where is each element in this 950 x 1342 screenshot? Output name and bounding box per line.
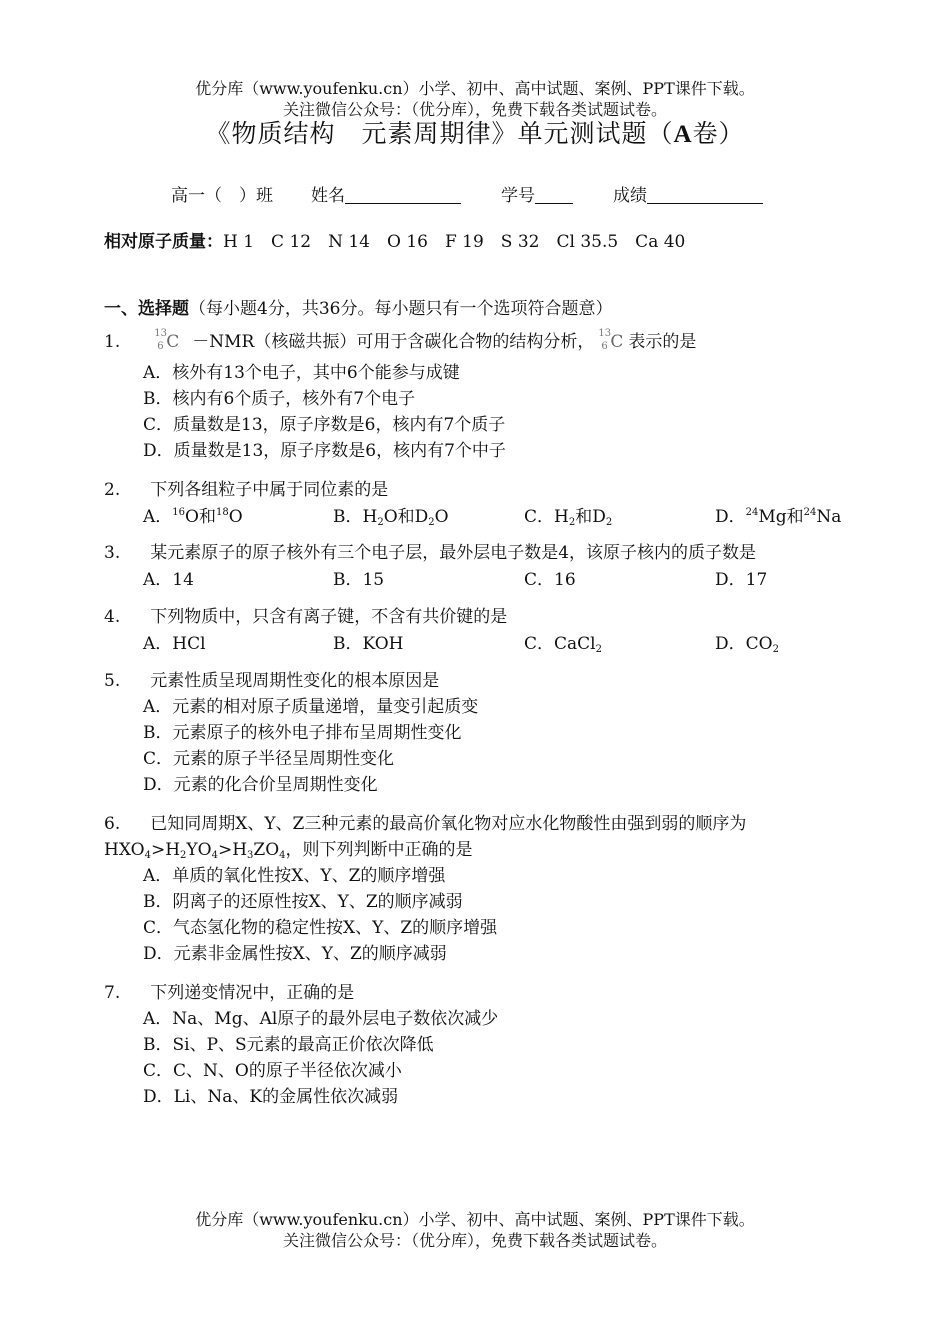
question-6-text-tail: ，则下列判断中正确的是 bbox=[285, 840, 473, 860]
question-1-option-c[interactable]: C．质量数是13，原子序数是6，核内有7个质子 bbox=[143, 415, 506, 435]
atomic-number: 6 bbox=[601, 341, 608, 352]
question-5-text: 元素性质呈现周期性变化的根本原因是 bbox=[150, 671, 440, 691]
question-7-number: 7. bbox=[104, 983, 121, 1003]
formula-part: HXO bbox=[104, 840, 145, 860]
header-line-2: 关注微信公众号：（优分库），免费下载各类试题试卷。 bbox=[282, 100, 667, 119]
question-1-text-b: 表示的是 bbox=[628, 332, 697, 352]
question-1-option-a[interactable]: A．核外有13个电子，其中6个能参与成键 bbox=[143, 363, 460, 383]
conjunction: 和 bbox=[786, 507, 804, 527]
question-4-option-c[interactable] bbox=[524, 632, 602, 656]
section-1-note: （每小题4分，共36分。每小题只有一个选项符合题意） bbox=[189, 299, 613, 319]
mass-number: 18 bbox=[215, 507, 229, 518]
question-4-option-d[interactable] bbox=[715, 632, 779, 656]
title-bold: A bbox=[673, 121, 693, 148]
question-1-number: 1. bbox=[104, 332, 121, 352]
subscript: 4 bbox=[144, 850, 151, 861]
atomic-mass-values: H 1 C 12 N 14 O 16 F 19 S 32 Cl 35.5 Ca 40 bbox=[223, 232, 686, 252]
element: O bbox=[434, 507, 449, 527]
question-3-option-b[interactable]: B．15 bbox=[333, 570, 385, 590]
carbon-13-nuclide bbox=[150, 330, 180, 354]
question-1-option-b[interactable]: B．核内有6个质子，核外有7个电子 bbox=[143, 389, 416, 409]
subscript: 3 bbox=[247, 850, 254, 861]
option-text: D．CO bbox=[715, 634, 773, 654]
option-label: B． bbox=[333, 507, 363, 527]
question-4-option-b[interactable]: B．KOH bbox=[333, 634, 404, 654]
formula-part: >H bbox=[150, 840, 181, 860]
question-2-number: 2. bbox=[104, 480, 121, 500]
question-3-option-a[interactable]: A．14 bbox=[143, 570, 194, 590]
question-4-option-a[interactable]: A．HCl bbox=[143, 634, 206, 654]
question-6-option-b[interactable]: B．阴离子的还原性按X、Y、Z的顺序减弱 bbox=[143, 892, 463, 912]
question-1-stem bbox=[104, 330, 696, 354]
subscript: 2 bbox=[595, 644, 602, 655]
element: Na bbox=[816, 507, 842, 527]
question-5-number: 5. bbox=[104, 671, 121, 691]
element: H bbox=[362, 507, 378, 527]
element: H bbox=[554, 507, 569, 527]
question-3-text: 某元素原子的原子核外有三个电子层，最外层电子数是4，该原子核内的质子数是 bbox=[150, 543, 757, 563]
element: D bbox=[592, 507, 606, 527]
question-7-text: 下列递变情况中，正确的是 bbox=[150, 983, 355, 1003]
question-3-stem bbox=[104, 541, 756, 565]
question-7-stem bbox=[104, 981, 354, 1005]
question-5-stem bbox=[104, 669, 439, 693]
element: D bbox=[414, 507, 429, 527]
subscript: 2 bbox=[428, 517, 435, 528]
question-5-option-b[interactable]: B．元素原子的核外电子排布呈周期性变化 bbox=[143, 723, 462, 743]
question-7-option-a[interactable]: A．Na、Mg、Al原子的最外层电子数依次减少 bbox=[143, 1009, 499, 1029]
question-6-option-c[interactable]: C．气态氢化物的稳定性按X、Y、Z的顺序增强 bbox=[143, 918, 498, 938]
question-4-number: 4. bbox=[104, 607, 121, 627]
subscript: 2 bbox=[377, 517, 384, 528]
id-blank[interactable] bbox=[535, 185, 573, 204]
section-1-title: 一、选择题 bbox=[104, 299, 189, 319]
question-3-option-c[interactable]: C．16 bbox=[524, 570, 576, 590]
question-4-stem bbox=[104, 605, 507, 629]
formula-part: >H bbox=[217, 840, 248, 860]
question-6-number: 6. bbox=[104, 814, 121, 834]
carbon-13-nuclide bbox=[594, 330, 624, 354]
conjunction: 和 bbox=[198, 507, 216, 527]
question-5-option-a[interactable]: A．元素的相对原子质量递增，量变引起质变 bbox=[143, 697, 479, 717]
title-suffix: 卷） bbox=[692, 119, 745, 148]
question-6-stem-continued bbox=[104, 838, 473, 862]
option-label: A． bbox=[143, 507, 173, 527]
option-label: D． bbox=[715, 507, 746, 527]
question-6-option-a[interactable]: A．单质的氧化性按X、Y、Z的顺序增强 bbox=[143, 866, 446, 886]
element-symbol: C bbox=[166, 332, 180, 352]
question-7-option-d[interactable]: D．Li、Na、K的金属性依次减弱 bbox=[143, 1087, 399, 1107]
page-title bbox=[0, 118, 950, 151]
question-6-option-d[interactable]: D．元素非金属性按X、Y、Z的顺序减弱 bbox=[143, 944, 447, 964]
question-4-text: 下列物质中，只含有离子键，不含有共价键的是 bbox=[150, 607, 508, 627]
class-label: 高一（ ）班 bbox=[171, 186, 273, 206]
question-2-stem bbox=[104, 478, 388, 502]
score-blank[interactable] bbox=[647, 185, 763, 204]
conjunction: 和 bbox=[575, 507, 593, 527]
question-6-text: 已知同周期X、Y、Z三种元素的最高价氧化物对应水化物酸性由强到弱的顺序为 bbox=[150, 814, 747, 834]
option-label: C． bbox=[524, 507, 555, 527]
mass-number: 24 bbox=[803, 507, 817, 518]
question-2-option-d[interactable] bbox=[715, 505, 841, 529]
atomic-mass-label: 相对原子质量： bbox=[104, 232, 223, 252]
question-5-option-d[interactable]: D．元素的化合价呈周期性变化 bbox=[143, 775, 378, 795]
question-1-option-d[interactable]: D．质量数是13，原子序数是6，核内有7个中子 bbox=[143, 441, 506, 461]
atomic-number: 6 bbox=[157, 341, 164, 352]
subscript: 2 bbox=[180, 850, 187, 861]
subscript: 4 bbox=[211, 850, 218, 861]
subscript: 2 bbox=[605, 517, 613, 528]
id-label: 学号 bbox=[501, 186, 535, 206]
question-2-text: 下列各组粒子中属于同位素的是 bbox=[150, 480, 389, 500]
formula-part: YO bbox=[186, 840, 212, 860]
mass-number: 24 bbox=[745, 507, 759, 518]
question-7-option-b[interactable]: B．Si、P、S元素的最高正价依次降低 bbox=[143, 1035, 434, 1055]
section-1-heading bbox=[104, 297, 612, 321]
atomic-mass-row bbox=[104, 230, 685, 254]
student-info-row bbox=[171, 184, 763, 208]
element: O bbox=[228, 507, 243, 527]
conjunction: 和 bbox=[397, 507, 415, 527]
header-line-1: 优分库（www.youfenku.cn）小学、初中、高中试题、案例、PPT课件下载。 bbox=[195, 79, 755, 98]
element: O bbox=[185, 507, 199, 527]
formula-part: ZO bbox=[253, 840, 280, 860]
subscript: 2 bbox=[772, 644, 779, 655]
title-main: 《物质结构 元素周期律》单元测试题（ bbox=[205, 119, 674, 148]
question-5-option-c[interactable]: C．元素的原子半径呈周期性变化 bbox=[143, 749, 395, 769]
mass-number: 16 bbox=[172, 507, 186, 518]
element-symbol: C bbox=[610, 332, 624, 352]
question-2-option-a[interactable] bbox=[143, 505, 243, 529]
element: O bbox=[383, 507, 398, 527]
mass-number: 13 bbox=[598, 328, 612, 339]
question-7-option-c[interactable]: C．C、N、O的原子半径依次减小 bbox=[143, 1061, 402, 1081]
question-2-option-b[interactable] bbox=[333, 505, 449, 529]
subscript: 2 bbox=[568, 517, 576, 528]
score-label: 成绩 bbox=[613, 186, 647, 206]
question-1-text-a: －NMR（核磁共振）可用于含碳化合物的结构分析， bbox=[192, 332, 595, 352]
element: Mg bbox=[758, 507, 787, 527]
mass-number: 13 bbox=[154, 328, 167, 339]
question-2-option-c[interactable] bbox=[524, 505, 612, 529]
name-blank[interactable] bbox=[345, 185, 461, 204]
option-text: C．CaCl bbox=[524, 634, 596, 654]
footer-line-2: 关注微信公众号：（优分库），免费下载各类试题试卷。 bbox=[282, 1231, 667, 1250]
subscript: 4 bbox=[279, 850, 286, 861]
question-3-option-d[interactable]: D．17 bbox=[715, 570, 768, 590]
footer-line-1: 优分库（www.youfenku.cn）小学、初中、高中试题、案例、PPT课件下载。 bbox=[195, 1210, 755, 1229]
question-3-number: 3. bbox=[104, 543, 121, 563]
question-6-stem bbox=[104, 812, 746, 836]
name-label: 姓名 bbox=[311, 186, 345, 206]
